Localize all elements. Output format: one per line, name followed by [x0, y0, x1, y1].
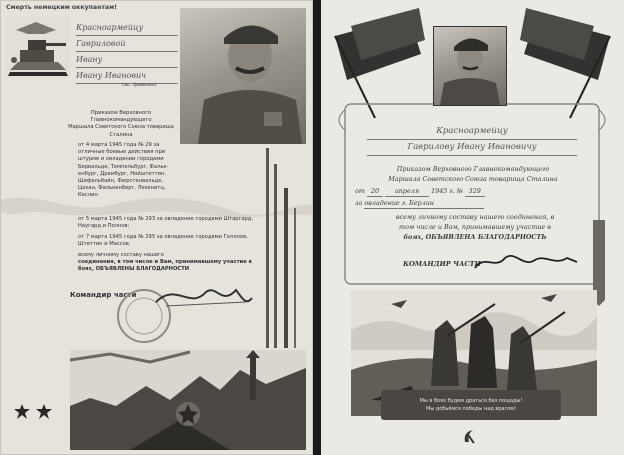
left-order-header	[64, 110, 178, 139]
left-p4-line-1: всему личному составу нашего	[78, 252, 164, 258]
right-name: Гаврилову Ивану Ивановичу	[367, 140, 577, 156]
right-city: овладение г. Берлин	[364, 198, 484, 209]
right-for-text: за	[355, 199, 363, 207]
right-date-prefix: от	[355, 187, 365, 195]
left-name-block	[76, 20, 178, 84]
left-p1-line-2: отличные боевые действия при	[78, 149, 166, 156]
right-body-line-3: боях, ОБЪЯВЛЕНА БЛАГОДАРНОСТЬ	[403, 233, 547, 241]
right-date-year: 1945 г. №	[431, 187, 463, 195]
left-decorative-bars	[262, 148, 306, 348]
left-paragraph-1	[78, 142, 184, 200]
left-p1-line-8: Кеслин	[78, 192, 98, 199]
left-p1-line-1: от 4 марта 1945 года № 29 за	[78, 142, 160, 148]
left-name-line-3: Ивану	[76, 52, 178, 68]
left-p4-line-2: соединения, в том числе и Вам, принимавшему участие в боях, ОБЪЯВЛЕНЫ БЛАГОДАРНОСТИ	[78, 259, 252, 273]
tank-emblem-icon	[6, 16, 70, 78]
right-banner-line-2: Мы добьёмся победы над врагом!	[425, 406, 517, 412]
left-paragraph-3: от 7 марта 1945 года № 295 за овладение городами Голлнов, Штеттин и Массов,	[78, 234, 248, 248]
right-signature	[471, 250, 581, 274]
right-body-line-1: всему личному составу нашего соединения, в	[395, 213, 555, 221]
portrait-photo	[180, 8, 306, 144]
right-date-day: 20	[367, 186, 383, 197]
right-body	[355, 212, 595, 242]
right-order-line-1: Приказом Верховного Главнокомандующего	[396, 165, 550, 173]
left-commander-label: Командир части	[70, 291, 137, 299]
right-certificate	[321, 0, 624, 455]
right-banner-line-1: Мы в боях будем драться без пощады!	[419, 398, 523, 404]
right-for-line	[355, 198, 595, 209]
right-name-block	[367, 124, 577, 156]
right-slogan-banner	[381, 390, 561, 420]
left-p1-line-4: Бервальде, Темпельбург, Фальк-	[78, 163, 169, 170]
right-order-line-2: Маршала Советского Союза товарища Сталина	[388, 175, 558, 183]
right-date-month: апреля	[385, 186, 429, 197]
left-name-line-1: Красноармейцу	[76, 20, 178, 36]
left-order-line-2: Маршала Советского Союза товарища	[68, 124, 174, 131]
left-order-line-1: Приказом Верховного Главнокомандующего	[90, 110, 152, 124]
left-p1-line-5: енбург, Драмбург, Нойштеттин,	[78, 170, 167, 177]
left-stars-icon	[14, 404, 60, 420]
right-order-header	[355, 164, 591, 184]
right-rank: Красноармейцу	[367, 124, 577, 140]
left-order-line-3: Сталина	[109, 131, 133, 138]
right-portrait-photo	[433, 26, 507, 106]
hammer-sickle-icon	[461, 428, 481, 446]
left-p1-line-7: Цахан, Фалькенберг, Лезенитц,	[78, 185, 166, 192]
right-banner-text	[381, 390, 561, 413]
left-p1-line-6: Шифельбайн, Фюрстенвальде,	[78, 178, 163, 185]
left-name-line-2: Гавриловой	[76, 36, 178, 52]
slogan: Смерть немецким оккупантам!	[6, 4, 117, 11]
left-field-caption: (зв.. фамилия)	[122, 83, 157, 88]
right-order-number: 329	[465, 186, 485, 197]
left-paragraph-2: от 5 марта 1945 года № 293 за овладение городами Штаргард, Наугард и Полнов;	[78, 216, 254, 230]
right-portrait-figure-icon	[434, 27, 506, 105]
right-body-line-2: том числе и Вам, принимавшему участие в	[399, 223, 551, 231]
left-name-line-4: Ивану Иванович	[76, 68, 178, 84]
left-p1-line-3: штурме и овладении городами	[78, 156, 164, 163]
right-date-line	[355, 186, 595, 197]
left-paragraph-4	[78, 252, 254, 274]
right-commander-label: КОМАНДИР ЧАСТИ	[403, 260, 481, 268]
left-bottom-engraving	[70, 350, 306, 450]
left-signature-stamp	[96, 276, 256, 346]
portrait-figure-icon	[180, 8, 306, 144]
